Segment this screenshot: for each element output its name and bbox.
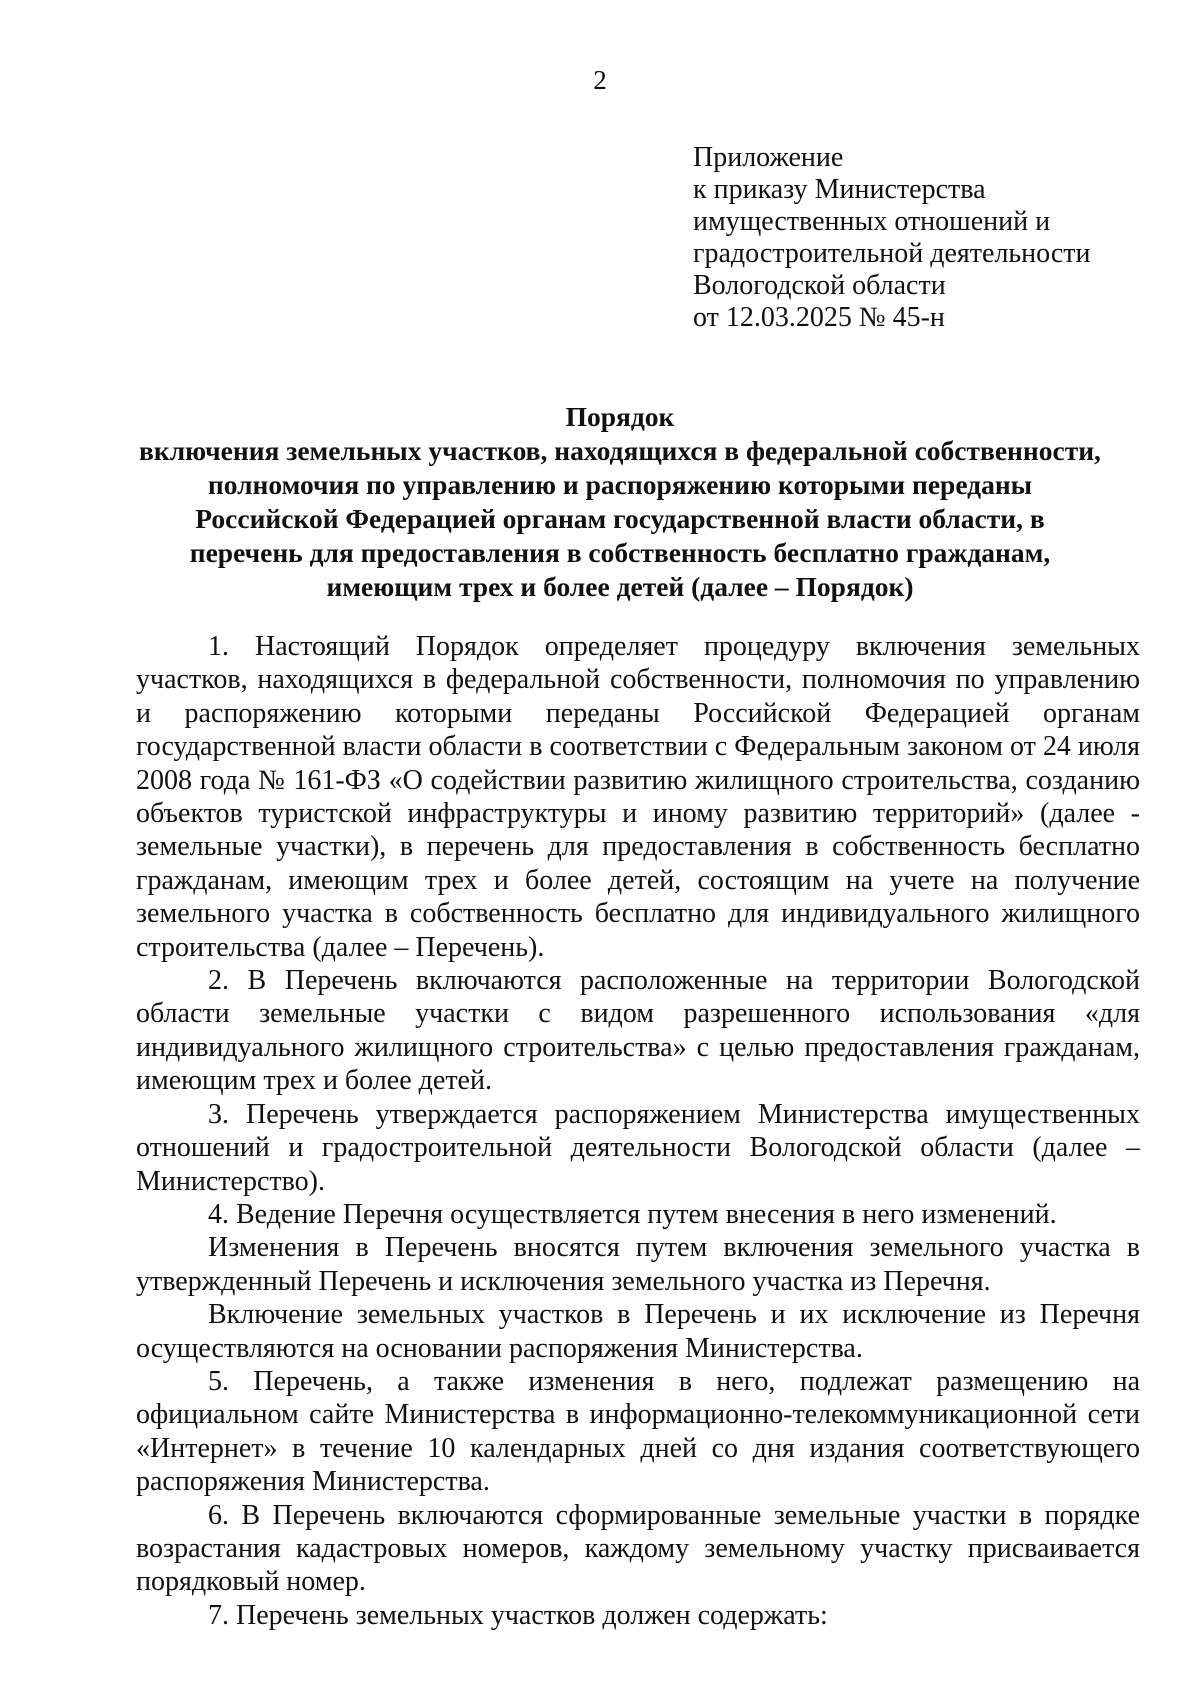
paragraph-3: 3. Перечень утверждается распоряжением Министерства имущественных отношений и градостроительной деятельности Вологодской области (далее – Министерство). [136,1098,1140,1197]
paragraph-2: 2. В Перечень включаются расположенные на территории Вологодской области земельные участки с видом разрешенного использования «для индивидуального жилищного строительства» с целью предоставления гражданам, имеющим трех и более детей. [136,965,1140,1097]
paragraph-5: 5. Перечень, а также изменения в него, подлежат размещению на официальном сайте Министерства в информационно-телекоммуникационной сети «Интернет» в течение 10 календарных дней со дня издания соответствующего распоряжения Министерства. [136,1365,1140,1498]
paragraph-4: 4. Ведение Перечня осуществляется путем внесения в него изменений. [208,1198,1057,1230]
paragraph-1: 1. Настоящий Порядок определяет процедуру включения земельных участков, находящихся в федеральной собственности, полномочия по управлению и распоряжению которыми переданы Российской Федерацией органам государственной власти области в соответствии с Федеральным законом от 24 июля 2008 года № 161-ФЗ «О содействии развитию жилищного строительства, созданию объектов туристской инфраструктуры и иному развитию территорий» (далее - земельные участки), в перечень для предоставления в собственность бесплатно гражданам, имеющим трех и более детей, состоящим на учете на получение земельного участка в собственность бесплатно для индивидуального жилищного строительства (далее – Перечень). [136,631,1140,963]
document-body [136,630,1140,1632]
appendix-line: имущественных отношений и [693,206,1051,237]
paragraph-6: 6. В Перечень включаются сформированные земельные участки в порядке возрастания кадастровых номеров, каждому земельному участку присваивается порядковый номер. [136,1499,1140,1598]
appendix-line: градостроительной деятельности [693,238,1091,269]
title-line: полномочия по управлению и распоряжению которыми переданы [207,469,1033,500]
title-line: перечень для предоставления в собственность бесплатно гражданам, [189,537,1051,568]
paragraph-4-changes: Изменения в Перечень вносятся путем включения земельного участка в утвержденный Перечень и исключения земельного участка из Перечня. [136,1232,1140,1297]
page-number: 2 [593,65,607,95]
appendix-line: Вологодской области [693,270,946,301]
paragraph-7: 7. Перечень земельных участков должен содержать: [208,1599,828,1631]
appendix-line: Приложение [693,142,844,173]
title-line: включения земельных участков, находящихся в федеральной собственности, [139,435,1101,466]
appendix-line: к приказу Министерства [693,174,986,205]
title-line: имеющим трех и более детей (далее – Порядок) [326,571,914,602]
appendix-header [693,142,1153,334]
title-line: Порядок [565,401,675,432]
title-line: Российской Федерацией органам государственной власти области, в [195,503,1045,534]
paragraph-4-inclusion: Включение земельных участков в Перечень и их исключение из Перечня осуществляются на основании распоряжения Министерства. [136,1299,1140,1364]
appendix-line: от 12.03.2025 № 45-н [693,302,945,333]
document-title [120,400,1120,604]
